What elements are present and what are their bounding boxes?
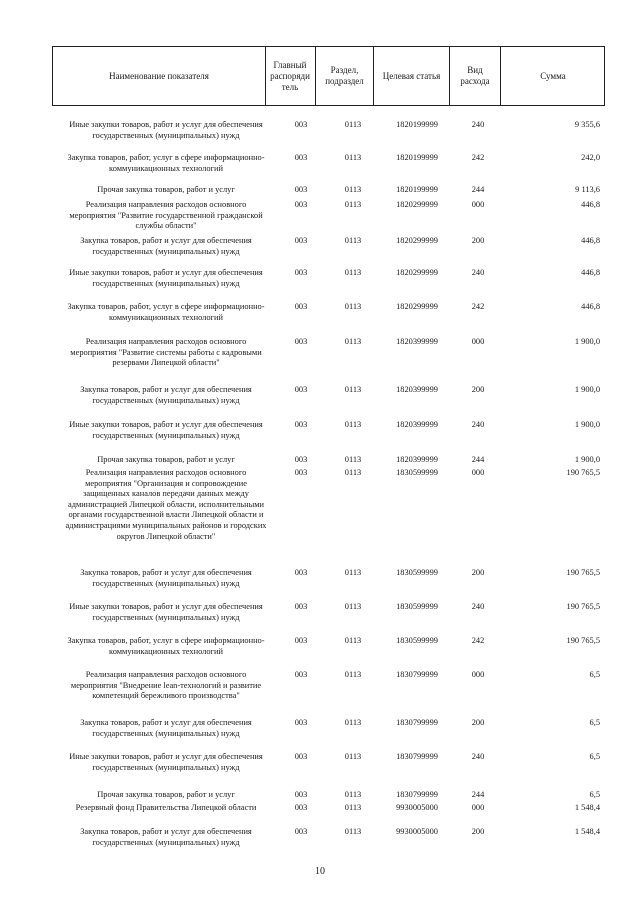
row-target-item: 1820399999 [396,420,438,429]
row-section: 0113 [344,827,362,836]
row-main-manager: 003 [294,568,308,577]
row-sum: 6,5 [589,752,600,761]
row-section: 0113 [344,268,362,277]
row-name: Закупка товаров, работ и услуг для обеспечения государственных (муниципальных) нужд [80,568,252,588]
row-name: Закупка товаров, работ, услуг в сфере информационно-коммуникационных технологий [67,153,265,173]
row-expense-type: 200 [471,385,485,394]
row-section: 0113 [344,385,362,394]
row-target-item: 1830799999 [396,670,438,679]
row-expense-type: 000 [471,200,485,209]
row-name: Иные закупки товаров, работ и услуг для обеспечения государственных (муниципальных) нужд [69,420,263,440]
row-section: 0113 [344,636,362,645]
row-section: 0113 [344,200,362,209]
row-main-manager: 003 [294,185,308,194]
row-main-manager: 003 [294,420,308,429]
row-main-manager: 003 [294,337,308,346]
row-expense-type: 242 [471,302,485,311]
row-section: 0113 [344,670,362,679]
row-target-item: 1830599999 [396,568,438,577]
row-target-item: 1820199999 [396,120,438,129]
row-section: 0113 [344,718,362,727]
row-main-manager: 003 [294,385,308,394]
row-target-item: 1830799999 [396,790,438,799]
row-sum: 190 765,5 [566,602,600,611]
row-target-item: 1830599999 [396,468,438,477]
header-sum: Сумма [540,70,566,81]
row-target-item: 1830799999 [396,752,438,761]
row-sum: 190 765,5 [566,636,600,645]
row-sum: 190 765,5 [566,468,600,477]
row-name: Закупка товаров, работ и услуг для обеспечения государственных (муниципальных) нужд [80,827,252,847]
row-sum: 1 548,4 [574,827,600,836]
row-target-item: 1820299999 [396,236,438,245]
row-target-item: 1820199999 [396,153,438,162]
row-name: Реализация направления расходов основного мероприятия "Развитие государственной гражданской службы области" [69,200,263,231]
row-sum: 190 765,5 [566,568,600,577]
row-section: 0113 [344,602,362,611]
row-name: Иные закупки товаров, работ и услуг для обеспечения государственных (муниципальных) нужд [69,120,263,140]
row-name: Закупка товаров, работ, услуг в сфере информационно-коммуникационных технологий [67,302,265,322]
row-sum: 446,8 [581,200,600,209]
row-target-item: 1830799999 [396,718,438,727]
row-expense-type: 240 [471,752,485,761]
row-main-manager: 003 [294,468,308,477]
row-target-item: 1820199999 [396,185,438,194]
row-expense-type: 244 [471,455,485,464]
row-target-item: 1820299999 [396,200,438,209]
row-section: 0113 [344,752,362,761]
row-main-manager: 003 [294,153,308,162]
header-name: Наименование показателя [109,70,209,81]
row-name: Реализация направления расходов основного мероприятия "Развитие системы работы с кадровыми резервами Липецкой области" [70,337,262,368]
row-sum: 1 900,0 [574,337,600,346]
row-sum: 6,5 [589,670,600,679]
row-target-item: 1820299999 [396,268,438,277]
row-section: 0113 [344,153,362,162]
row-expense-type: 240 [471,420,485,429]
row-sum: 1 900,0 [574,420,600,429]
row-section: 0113 [344,302,362,311]
row-main-manager: 003 [294,455,308,464]
row-expense-type: 244 [471,790,485,799]
row-name: Реализация направления расходов основного мероприятия "Внедрение lean-технологий и развитие компетенций бережливого производства" [70,670,262,701]
row-main-manager: 003 [294,752,308,761]
row-expense-type: 000 [471,337,485,346]
row-target-item: 1820399999 [396,385,438,394]
header-target-item: Целевая статья [382,70,441,81]
row-section: 0113 [344,803,362,812]
row-target-item: 9930005000 [396,827,438,836]
row-section: 0113 [344,120,362,129]
row-section: 0113 [344,455,362,464]
row-expense-type: 200 [471,568,485,577]
row-expense-type: 244 [471,185,485,194]
row-target-item: 1820399999 [396,455,438,464]
row-expense-type: 242 [471,153,485,162]
row-name: Иные закупки товаров, работ и услуг для обеспечения государственных (муниципальных) нужд [69,602,263,622]
row-section: 0113 [344,236,362,245]
row-target-item: 1830599999 [396,636,438,645]
row-main-manager: 003 [294,718,308,727]
row-name: Закупка товаров, работ и услуг для обеспечения государственных (муниципальных) нужд [80,718,252,738]
row-target-item: 9930005000 [396,803,438,812]
row-target-item: 1830599999 [396,602,438,611]
page-number: 10 [315,866,325,877]
row-expense-type: 240 [471,602,485,611]
row-expense-type: 200 [471,827,485,836]
header-section: Раздел, подраздел [325,65,364,86]
row-section: 0113 [344,568,362,577]
row-sum: 1 548,4 [574,803,600,812]
row-main-manager: 003 [294,120,308,129]
row-name: Закупка товаров, работ, услуг в сфере информационно-коммуникационных технологий [67,636,265,656]
row-sum: 6,5 [589,790,600,799]
row-expense-type: 240 [471,268,485,277]
row-sum: 446,8 [581,302,600,311]
row-section: 0113 [344,420,362,429]
row-sum: 1 900,0 [574,385,600,394]
row-sum: 1 900,0 [574,455,600,464]
row-expense-type: 000 [471,803,485,812]
row-name: Прочая закупка товаров, работ и услуг [97,790,235,799]
row-name: Прочая закупка товаров, работ и услуг [97,185,235,194]
row-section: 0113 [344,468,362,477]
row-main-manager: 003 [294,200,308,209]
row-target-item: 1820399999 [396,337,438,346]
header-expense-type: Вид расхода [460,65,490,86]
row-sum: 446,8 [581,236,600,245]
row-name: Прочая закупка товаров, работ и услуг [97,455,235,464]
row-main-manager: 003 [294,790,308,799]
row-expense-type: 200 [471,718,485,727]
row-name: Иные закупки товаров, работ и услуг для обеспечения государственных (муниципальных) нужд [69,268,263,288]
row-main-manager: 003 [294,803,308,812]
row-name: Реализация направления расходов основного мероприятия "Организация и сопровождение защищенных каналов передачи данных между администрацией Липецкой области, исполнительными органами государственной власти Липецкой области и администрациями муниципальных районов и городских округов Липецкой области" [65,468,267,541]
row-name: Иные закупки товаров, работ и услуг для обеспечения государственных (муниципальных) нужд [69,752,263,772]
row-name: Закупка товаров, работ и услуг для обеспечения государственных (муниципальных) нужд [80,385,252,405]
row-expense-type: 200 [471,236,485,245]
row-target-item: 1820299999 [396,302,438,311]
row-name: Резервный фонд Правительства Липецкой области [75,803,257,812]
row-main-manager: 003 [294,236,308,245]
row-sum: 242,0 [581,153,600,162]
row-main-manager: 003 [294,302,308,311]
row-sum: 446,8 [581,268,600,277]
header-main-manager: Главный распоряди тель [270,59,310,92]
row-name: Закупка товаров, работ и услуг для обеспечения государственных (муниципальных) нужд [80,236,252,256]
row-section: 0113 [344,337,362,346]
row-expense-type: 242 [471,636,485,645]
row-main-manager: 003 [294,827,308,836]
row-main-manager: 003 [294,670,308,679]
row-sum: 6,5 [589,718,600,727]
row-expense-type: 240 [471,120,485,129]
row-section: 0113 [344,790,362,799]
row-main-manager: 003 [294,268,308,277]
row-sum: 9 113,6 [575,185,600,194]
table-header [52,46,605,106]
row-sum: 9 355,6 [574,120,600,129]
row-main-manager: 003 [294,602,308,611]
row-section: 0113 [344,185,362,194]
row-main-manager: 003 [294,636,308,645]
row-expense-type: 000 [471,670,485,679]
row-expense-type: 000 [471,468,485,477]
